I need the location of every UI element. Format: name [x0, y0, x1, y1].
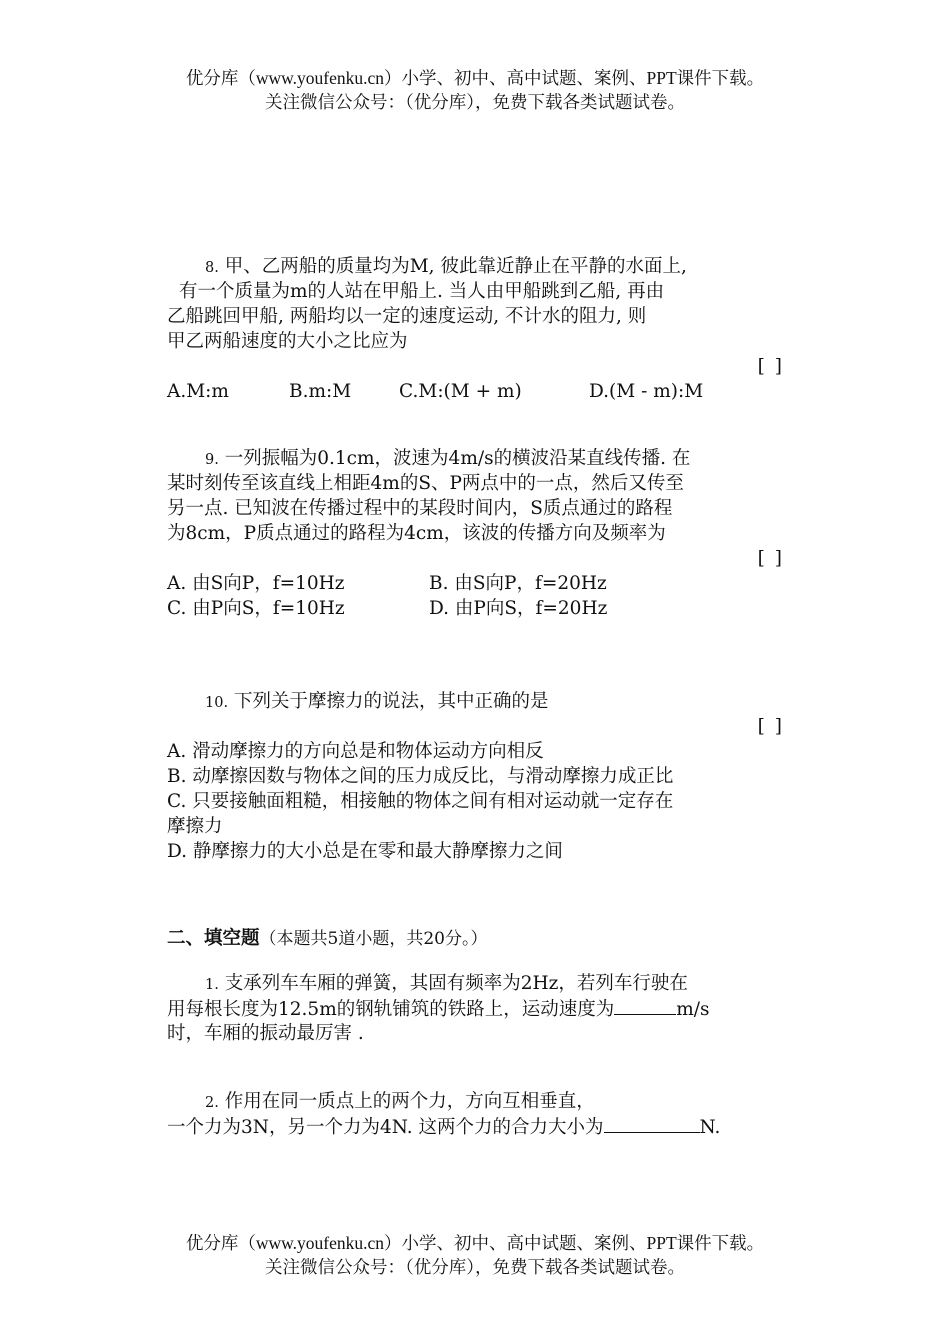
- fill-question-2: [167, 1089, 792, 1139]
- option-b: B. 由S向P，f=20Hz: [429, 573, 607, 594]
- option-c: C. 由P向S，f=10Hz: [167, 598, 345, 619]
- question-text: 一个力为3N，另一个力为4N. 这两个力的合力大小为: [167, 1117, 604, 1138]
- header-line-1: 优分库（www.youfenku.cn）小学、初中、高中试题、案例、PPT课件下载。: [185, 68, 765, 88]
- question-8: [167, 254, 792, 404]
- question-text: 甲、乙两船的质量均为M, 彼此靠近静止在平静的水面上,: [224, 256, 687, 277]
- option-b: B. 动摩擦因数与物体之间的压力成反比，与滑动摩擦力成正比: [167, 766, 674, 787]
- question-text: 甲乙两船速度的大小之比应为: [167, 331, 408, 352]
- question-10: [167, 689, 792, 864]
- question-number: 9.: [205, 452, 219, 468]
- answer-bracket: [ ]: [757, 356, 784, 377]
- option-c: C.M:(M + m): [399, 381, 522, 402]
- fill-question-1: [167, 971, 792, 1046]
- options-row-1: [167, 571, 792, 596]
- question-text: 为8cm，P质点通过的路程为4cm，该波的传播方向及频率为: [167, 523, 666, 544]
- question-text: 另一点. 已知波在传播过程中的某段时间内，S质点通过的路程: [167, 498, 673, 519]
- question-text: 下列关于摩擦力的说法，其中正确的是: [233, 691, 549, 712]
- answer-bracket: [ ]: [757, 716, 784, 737]
- unit-label: N.: [699, 1117, 721, 1138]
- options-row-2: [167, 596, 792, 621]
- question-text: 作用在同一质点上的两个力，方向互相垂直，: [224, 1091, 595, 1112]
- question-9: [167, 446, 792, 621]
- question-number: 2.: [205, 1095, 219, 1111]
- option-c: C. 只要接触面粗糙，相接触的物体之间有相对运动就一定存在: [167, 791, 674, 812]
- section-title: 二、填空题: [167, 928, 260, 949]
- option-a: A. 滑动摩擦力的方向总是和物体运动方向相反: [167, 741, 544, 762]
- header-banner: [0, 66, 950, 114]
- question-text: 一列振幅为0.1cm，波速为4m/s的横波沿某直线传播. 在: [224, 448, 691, 469]
- footer-banner: [0, 1231, 950, 1279]
- header-line-2: 关注微信公众号：（优分库），免费下载各类试题试卷。: [265, 92, 685, 112]
- question-number: 1.: [205, 977, 219, 993]
- option-d: D. 由P向S，f=20Hz: [429, 598, 608, 619]
- question-text: 乙船跳回甲船, 两船均以一定的速度运动, 不计水的阻力, 则: [167, 306, 647, 327]
- answer-blank[interactable]: [604, 1114, 700, 1133]
- option-b: B.m:M: [289, 381, 352, 402]
- option-c-continued: 摩擦力: [167, 816, 223, 837]
- question-number: 10.: [205, 695, 229, 711]
- question-text: 支承列车车厢的弹簧，其固有频率为2Hz，若列车行驶在: [224, 973, 688, 994]
- answer-bracket: [ ]: [757, 548, 784, 569]
- section-note: （本题共5道小题，共20分。）: [259, 929, 488, 949]
- options: [167, 379, 792, 404]
- question-text: 用每根长度为12.5m的钢轨铺筑的铁路上，运动速度为: [167, 999, 615, 1020]
- option-a: A. 由S向P，f=10Hz: [167, 573, 345, 594]
- question-text: 有一个质量为m的人站在甲船上. 当人由甲船跳到乙船, 再由: [179, 281, 665, 302]
- option-d: D.(M - m):M: [589, 381, 704, 402]
- footer-line-1: 优分库（www.youfenku.cn）小学、初中、高中试题、案例、PPT课件下载。: [185, 1233, 765, 1253]
- footer-line-2: 关注微信公众号：（优分库），免费下载各类试题试卷。: [265, 1257, 685, 1277]
- option-a: A.M:m: [167, 381, 229, 402]
- question-number: 8.: [205, 260, 219, 276]
- question-text: 某时刻传至该直线上相距4m的S、P两点中的一点，然后又传至: [167, 473, 684, 494]
- question-text: 时，车厢的振动最厉害 .: [167, 1023, 364, 1044]
- option-d: D. 静摩擦力的大小总是在零和最大静摩擦力之间: [167, 841, 563, 862]
- answer-blank[interactable]: [614, 996, 676, 1015]
- section-heading: [167, 926, 792, 951]
- unit-label: m/s: [676, 999, 710, 1020]
